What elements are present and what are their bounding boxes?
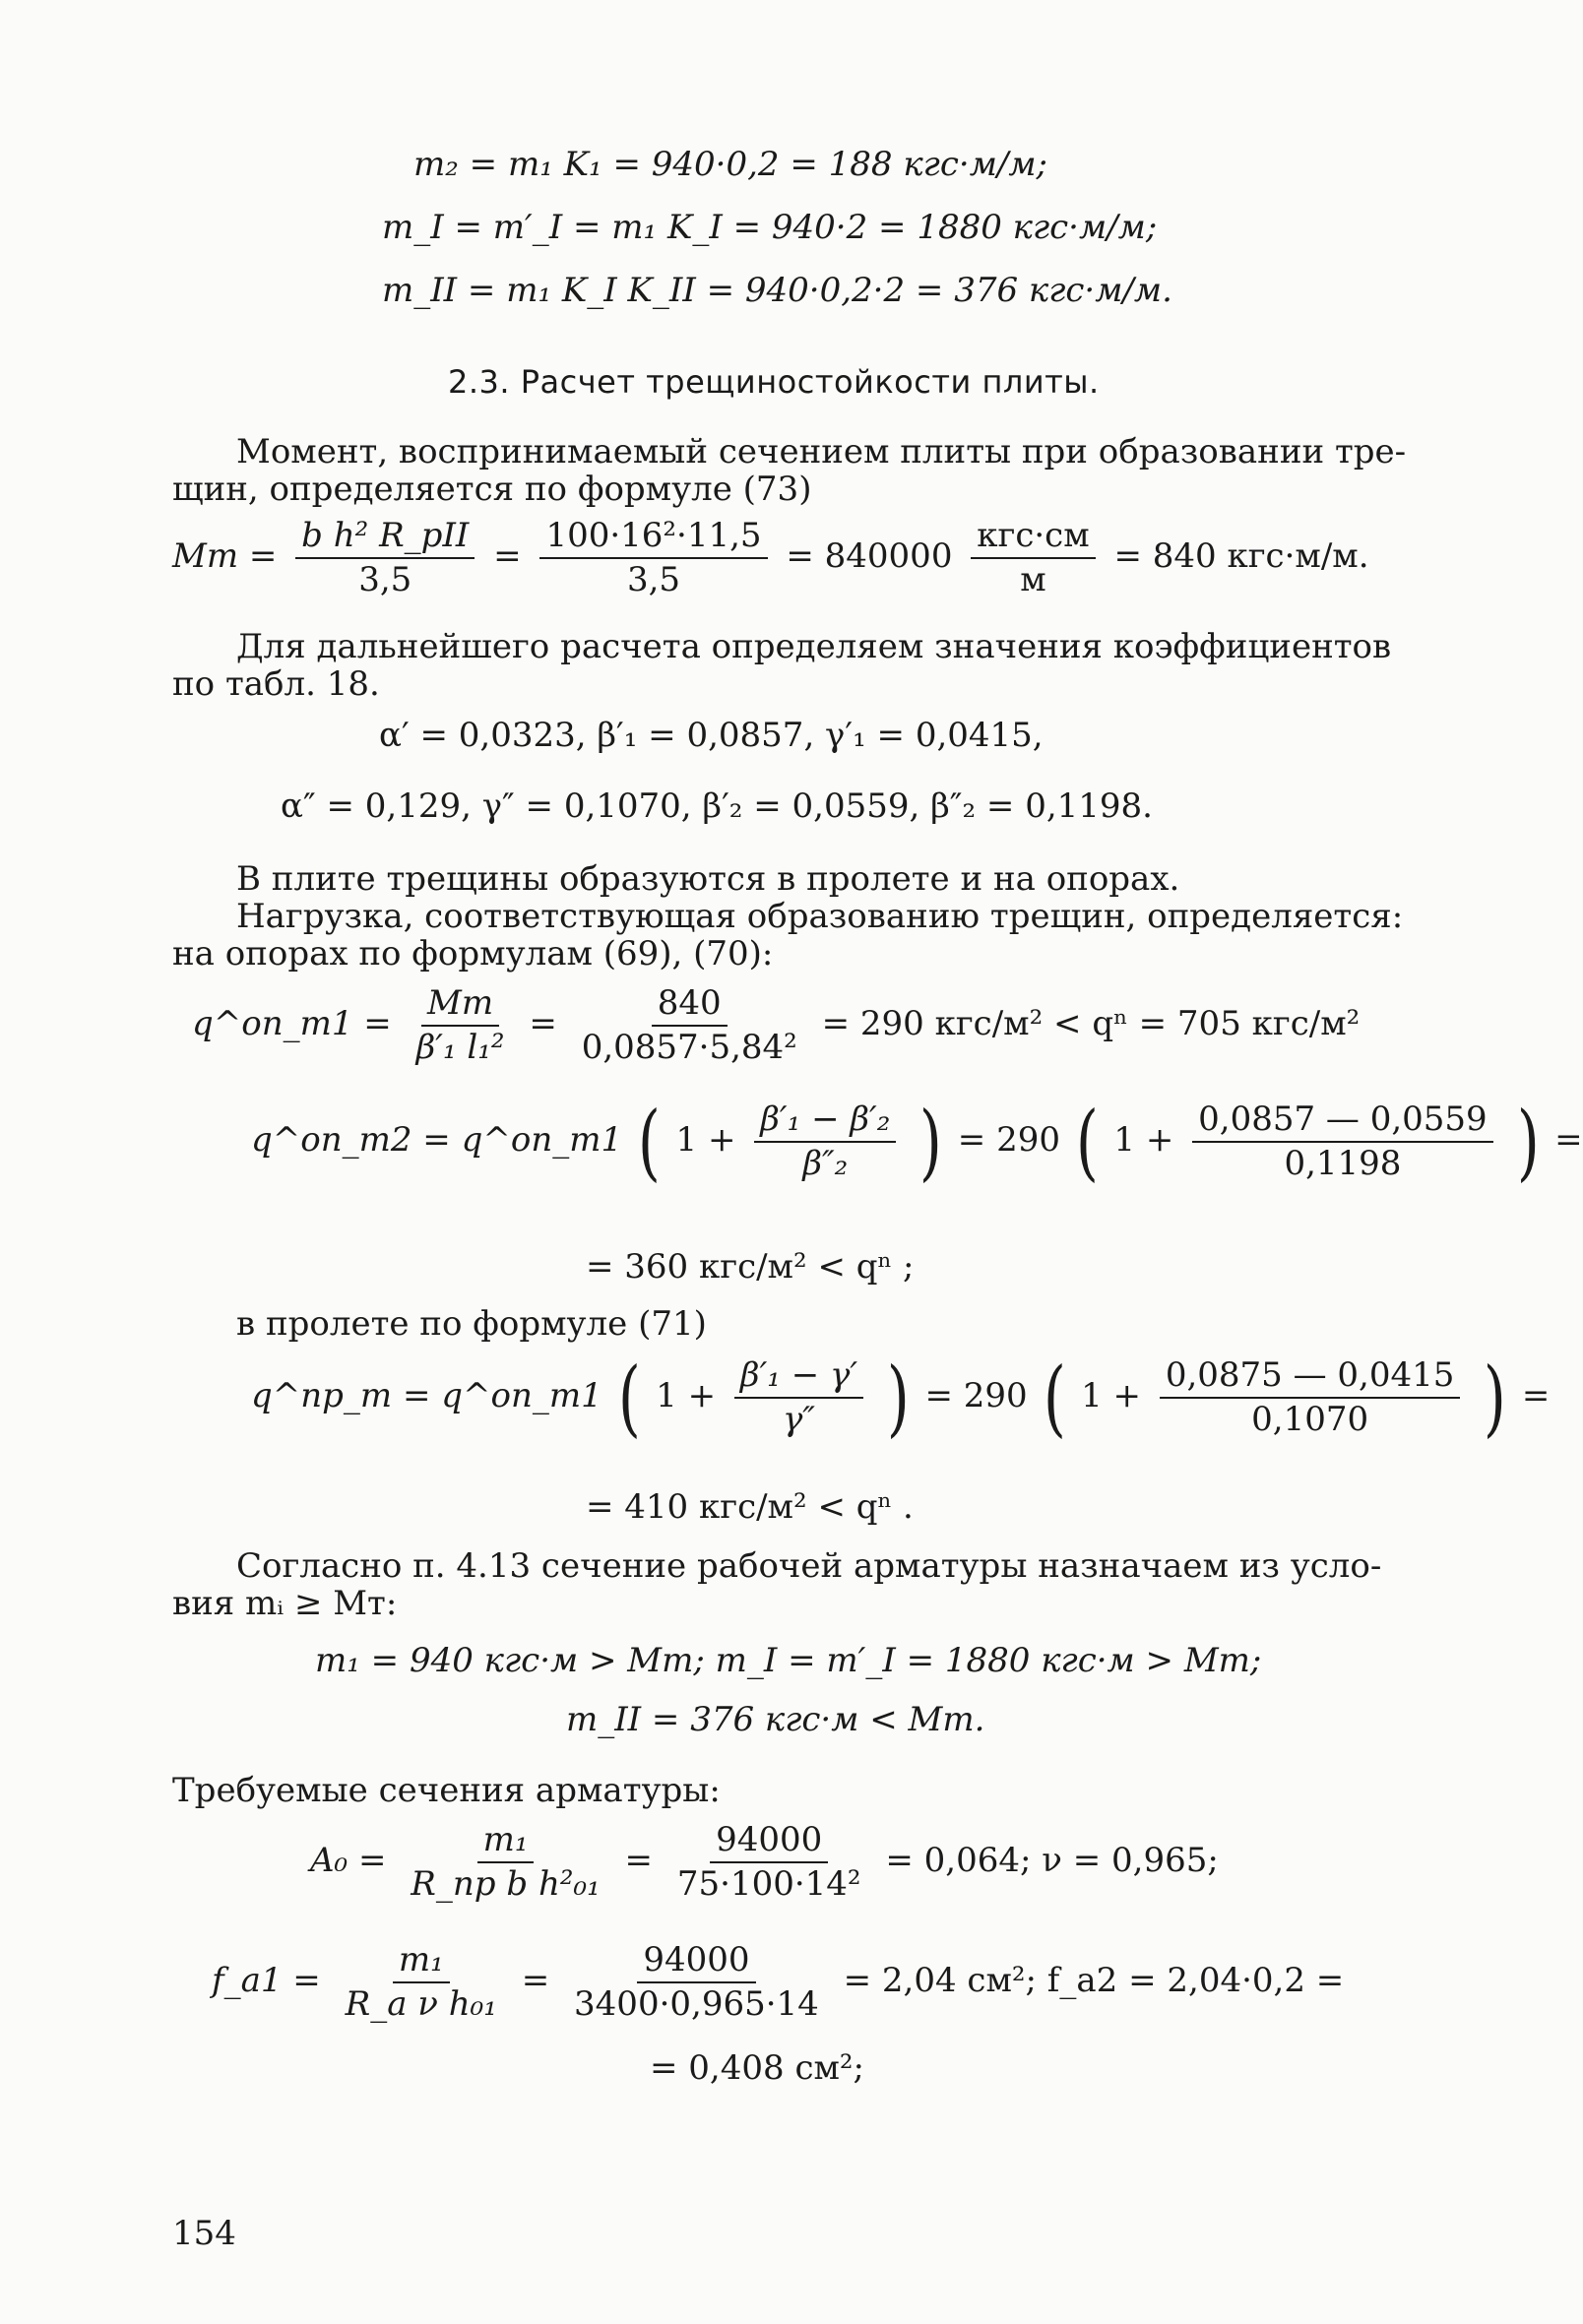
- A0-fraction-2: $\frac{94000}{\text{75·100·14²}}$: [676, 1820, 861, 1905]
- paragraph-coefficients-line2: по табл. 18.: [172, 664, 380, 704]
- qpr-fraction-1: $\frac{\text{β′₁ − γ′}}{\gamma''}$: [734, 1356, 863, 1439]
- formula-qt2-result: = 360 кгс/м² < qⁿ ;: [586, 1247, 915, 1287]
- page-number: 154: [172, 2214, 236, 2253]
- qt2-fraction-2: $\frac{0,0857 — 0,0559}{0,1198}$: [1192, 1100, 1493, 1183]
- paragraph-cracks-line2: Нагрузка, соответствующая образованию трещин, определяется:: [236, 897, 1404, 936]
- paragraph-moment-line2: щин, определяется по формуле (73): [172, 470, 812, 509]
- qt2-fraction-1: $\frac{\text{β′₁ − β′₂}}{\text{β″₂}}$: [754, 1100, 896, 1183]
- paragraph-reinforcement-line2: вия mᵢ ≥ Mт:: [172, 1584, 398, 1623]
- paragraph-reinforcement-line1: Согласно п. 4.13 сечение рабочей арматуры назначаем из усло-: [236, 1546, 1382, 1586]
- formula-qpr-result: = 410 кгс/м² < qⁿ .: [586, 1487, 914, 1527]
- paragraph-moment-line1: Момент, воспринимаемый сечением плиты при образовании тре-: [236, 432, 1407, 471]
- formula-mII: m_II = m₁ K_I K_II = 940·0,2·2 = 376 кгс·м/м.: [382, 271, 1172, 310]
- formula-qpr: q^пр_т = q^оп_т1 ( 1 + $\frac{\text{β′₁ − γ′}}{\gamma''}$ ) = 290 ( 1 + $\frac{0,0875 — 0,0415}{0,1070}$ ) =: [251, 1350, 1551, 1447]
- formula-fa2-result: = 0,408 см²;: [650, 2048, 865, 2088]
- qt1-fraction-1: $\frac{Mт}{\text{β′₁ l₁²}}$: [415, 983, 505, 1068]
- coefficients-line1: α′ = 0,0323, β′₁ = 0,0857, γ′₁ = 0,0415,: [379, 716, 1044, 755]
- A0-fraction-1: $\frac{\text{m₁}}{\text{R\_пр b h²₀₁}}$: [411, 1820, 601, 1905]
- section-heading: 2.3. Расчет трещиностойкости плиты.: [448, 363, 1100, 401]
- Mt-fraction-2: $\frac{\text{100·16²·11,5}}{3,5}$: [539, 517, 767, 599]
- coefficients-line2: α″ = 0,129, γ″ = 0,1070, β′₂ = 0,0559, β″₂ = 0,1198.: [281, 786, 1153, 826]
- Mt-fraction-units: $\frac{\text{кгс·см}}{м}$: [971, 517, 1095, 599]
- paragraph-coefficients-line1: Для дальнейшего расчета определяем значения коэффициентов: [236, 627, 1392, 666]
- qt1-fraction-2: $\frac{840}{\text{0,0857·5,84²}}$: [581, 983, 797, 1068]
- paragraph-sections: Требуемые сечения арматуры:: [172, 1771, 721, 1810]
- formula-qt2: q^оп_т2 = q^оп_т1 ( 1 + $\frac{\text{β′₁ − β′₂}}{\text{β″₂}}$ ) = 290 ( 1 + $\frac{0,0857 — 0,0559}{0,1198}$ ) =: [251, 1094, 1583, 1191]
- formula-A0: A₀ = $\frac{\text{m₁}}{\text{R\_пр b h²₀₁}}$ = $\frac{94000}{\text{75·100·14²}}$ = 0,064; ν = 0,965;: [310, 1820, 1219, 1905]
- qpr-fraction-2: $\frac{0,0875 — 0,0415}{0,1070}$: [1160, 1356, 1461, 1439]
- fa1-fraction-2: $\frac{94000}{3400\cdot 0,965\cdot 14}$: [574, 1940, 819, 2025]
- moments-comparison-2: m_II = 376 кгс·м < Mт.: [566, 1700, 985, 1739]
- Mt-lhs: Mт =: [172, 536, 278, 577]
- formula-m2: m₂ = m₁ K₁ = 940·0,2 = 188 кгс·м/м;: [413, 145, 1047, 184]
- paragraph-span: в пролете по формуле (71): [236, 1304, 707, 1344]
- moments-comparison-1: m₁ = 940 кгс·м > Mт; m_I = m′_I = 1880 кгс·м > Mт;: [315, 1641, 1262, 1680]
- paragraph-cracks-line3: на опорах по формулам (69), (70):: [172, 934, 774, 974]
- formula-qt1: q^оп_т1 = $\frac{Mт}{\text{β′₁ l₁²}}$ = $\frac{840}{\text{0,0857·5,84²}}$ = 290 кгс/м² < qⁿ = 705 кгс/м²: [192, 983, 1361, 1068]
- formula-mI: m_I = m′_I = m₁ K_I = 940·2 = 1880 кгс·м/м;: [382, 208, 1158, 247]
- Mt-fraction-1: $\frac{\text{b h² R\_pII}}{3,5}$: [295, 517, 475, 599]
- formula-Mt: Mт = $\frac{\text{b h² R\_pII}}{3,5}$ = $\frac{\text{100·16²·11,5}}{3,5}$ = 840000 $\frac{\text{кгс·см}}{м}$ = 840 кгс·м/м.: [172, 516, 1369, 600]
- fa1-fraction-1: $\frac{\text{m₁}}{\text{R\_a ν h₀₁}}$: [345, 1940, 497, 2025]
- formula-fa1: f_a1 = $\frac{\text{m₁}}{\text{R\_a ν h₀₁}}$ = $\frac{94000}{3400\cdot 0,965\cdot 14}$ = 2,04 см²; f_a2 = 2,04·0,2 =: [212, 1940, 1345, 2025]
- paragraph-cracks-line1: В плите трещины образуются в пролете и на опорах.: [236, 859, 1180, 899]
